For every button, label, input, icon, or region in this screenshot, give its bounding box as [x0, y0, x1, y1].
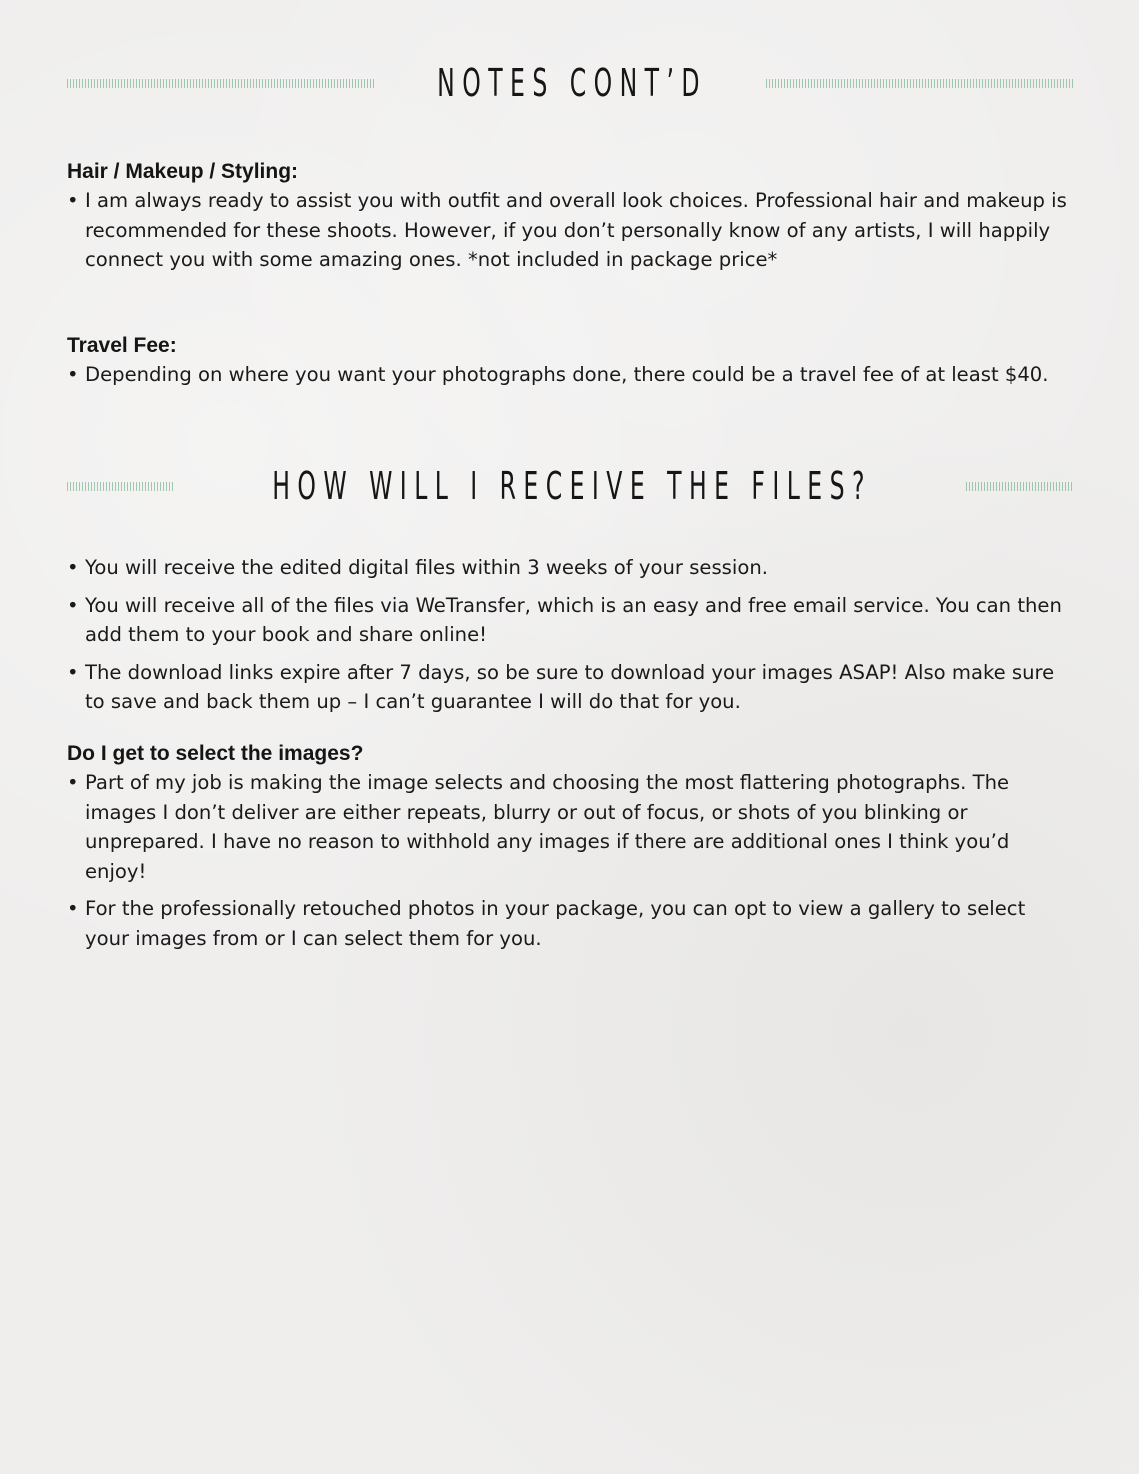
travel-label: Travel Fee:	[67, 334, 177, 357]
list-item: • The download links expire after 7 days, so be sure to download your images ASAP! Also make sure to save and back them up – I can’t guarantee I will do that for you.	[67, 658, 1073, 717]
hair-label: Hair / Makeup / Styling:	[67, 160, 299, 183]
files-heading: HOW WILL I RECEIVE THE FILES?	[272, 464, 873, 508]
travel-list	[67, 360, 1073, 390]
list-item: • Depending on where you want your photographs done, there could be a travel fee of at least $40.	[67, 360, 1073, 390]
heading-rule-right	[966, 482, 1073, 491]
hair-section	[67, 158, 1073, 283]
heading-rule-right	[766, 79, 1073, 88]
files-section	[67, 553, 1073, 725]
heading-rule-left	[67, 79, 374, 88]
list-item: • You will receive all of the files via WeTransfer, which is an easy and free email service. You can then add them to your book and share online!	[67, 591, 1073, 650]
notes-heading-row	[67, 61, 1073, 105]
list-item: • I am always ready to assist you with outfit and overall look choices. Professional hair and makeup is recommended for these shoots. However, if you don’t personally know of any artists, I will happily connect you with some amazing ones. *not included in package price*	[67, 186, 1073, 275]
select-list	[67, 768, 1073, 954]
hair-list	[67, 186, 1073, 275]
list-item: • You will receive the edited digital files within 3 weeks of your session.	[67, 553, 1073, 583]
travel-section	[67, 332, 1073, 398]
heading-rule-left	[67, 482, 174, 491]
select-section	[67, 740, 1073, 962]
list-item: • Part of my job is making the image selects and choosing the most flattering photographs. The images I don’t deliver are either repeats, blurry or out of focus, or shots of you blinking or unprepared. I have no reason to withhold any images if there are additional ones I think you’d enjoy!	[67, 768, 1073, 886]
select-label: Do I get to select the images?	[67, 742, 364, 765]
list-item: • For the professionally retouched photos in your package, you can opt to view a gallery to select your images from or I can select them for you.	[67, 894, 1073, 953]
files-heading-row	[67, 464, 1073, 508]
notes-heading: NOTES CONT’D	[437, 61, 708, 105]
files-list	[67, 553, 1073, 717]
